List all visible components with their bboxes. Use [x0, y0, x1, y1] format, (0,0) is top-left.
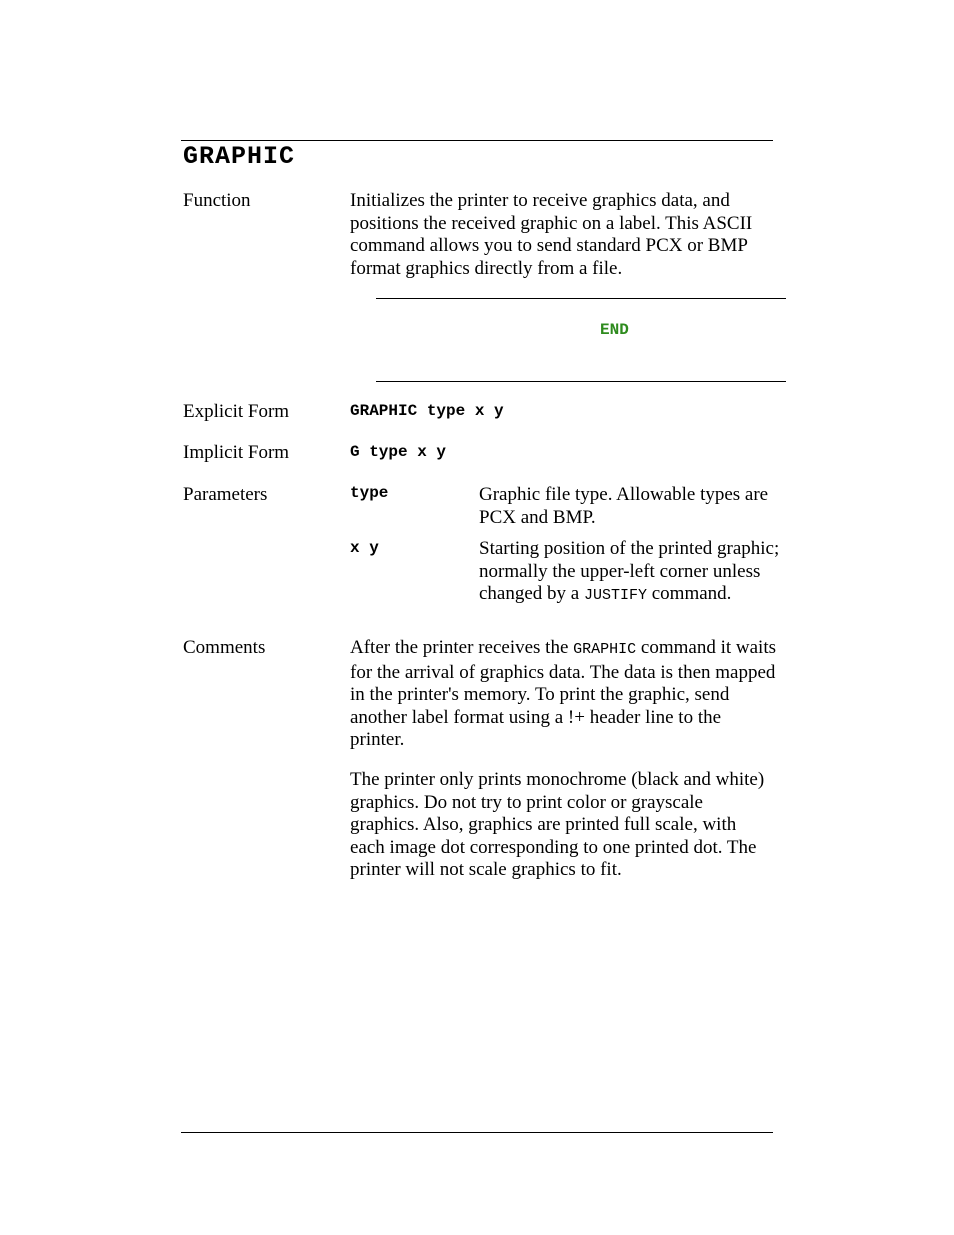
top-rule [181, 140, 773, 141]
param-desc-xy-after: command. [651, 583, 732, 604]
end-marker: END [600, 321, 629, 339]
function-text: Initializes the printer to receive graphics data, and positions the received graphic on a label. This ASCII command allows you to send standard PCX or BMP format graphics directly from a file. [350, 190, 753, 279]
explicit-form-label: Explicit Form [183, 401, 290, 422]
comments-p1-before: After the printer receives the [350, 637, 569, 658]
note-bottom-rule [376, 381, 786, 382]
comments-p1-code: GRAPHIC [573, 641, 637, 658]
bottom-rule [181, 1132, 773, 1133]
param-desc-xy-code: JUSTIFY [583, 587, 647, 604]
implicit-form-value: G type x y [350, 443, 447, 461]
param-desc-xy [479, 538, 785, 608]
param-name-type: type [350, 484, 389, 502]
param-name-xy: x y [350, 539, 379, 557]
param-desc-xy-before: Starting position of the printed graphic; normally the upper-left corner unless changed by a [479, 538, 780, 604]
implicit-form-label: Implicit Form [183, 442, 290, 463]
note-top-rule [376, 298, 786, 299]
explicit-form-value: GRAPHIC type x y [350, 402, 504, 420]
comments-label: Comments [183, 637, 266, 658]
comments-paragraph-1 [350, 637, 778, 752]
comments-paragraph-2: The printer only prints monochrome (black and white) graphics. Do not try to print color or grayscale graphics. Also, graphics are printed full scale, with each image dot corresponding to one printed dot. The printer will not scale graphics to fit. [350, 769, 765, 880]
function-label: Function [183, 190, 251, 211]
comments-p1-after: command it waits for the arrival of graphics data. The data is then mapped in the printer's memory. To print the graphic, send another label format using a !+ header line to the printer. [350, 637, 776, 750]
parameters-label: Parameters [183, 484, 268, 505]
param-desc-type: Graphic file type. Allowable types are PCX and BMP. [479, 484, 769, 528]
page-title: GRAPHIC [183, 142, 296, 171]
